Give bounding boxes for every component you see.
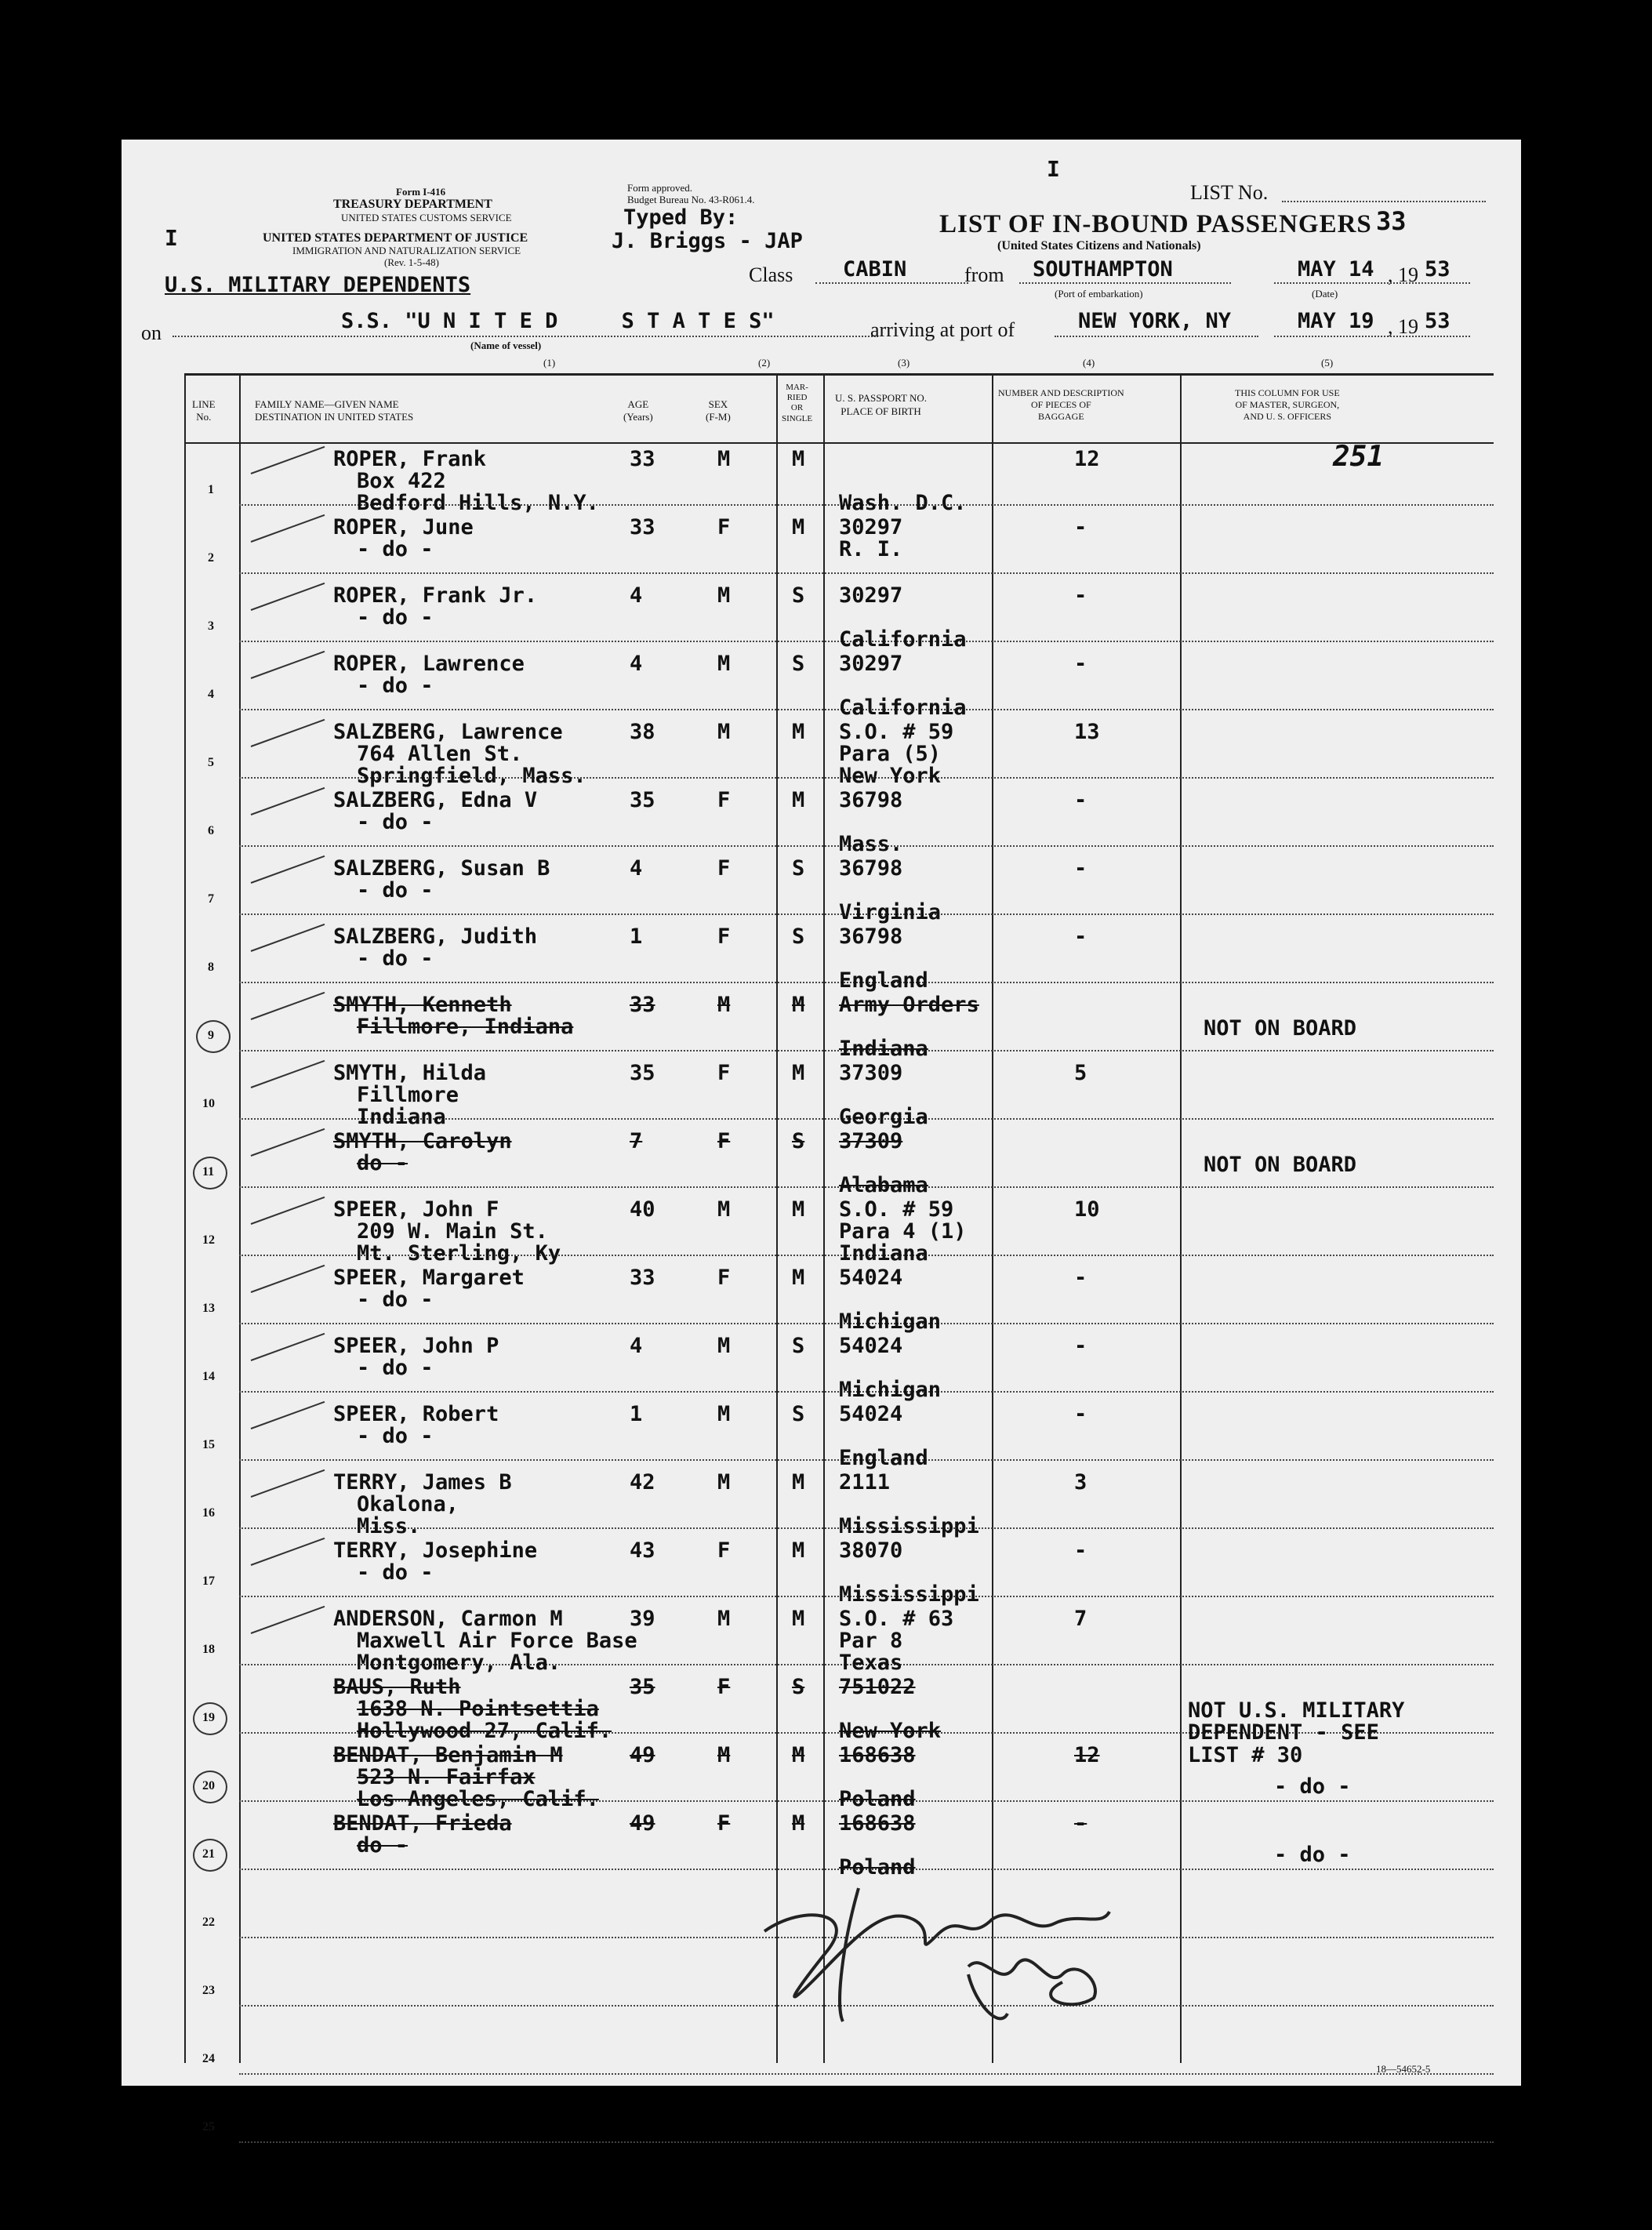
destination-line: 209 W. Main St. <box>357 1219 548 1244</box>
passenger-age: 35 <box>630 1061 655 1085</box>
line-number: 18 <box>202 1643 215 1656</box>
passport-line: Poland <box>839 1855 916 1880</box>
passport-line: England <box>839 1446 928 1470</box>
marital-status: M <box>792 447 805 471</box>
form-revision: (Rev. 1-5-48) <box>384 256 439 268</box>
passport-line: 54024 <box>839 1334 903 1358</box>
destination-line: Okalona, <box>357 1492 459 1516</box>
from-label: from <box>964 263 1004 286</box>
circle-mark <box>193 1771 227 1803</box>
marital-status: M <box>792 1197 805 1222</box>
baggage-count: - <box>1074 1538 1087 1563</box>
line-number: 9 <box>208 1029 214 1042</box>
line-number: 5 <box>208 756 214 769</box>
passenger-age: 1 <box>630 1402 643 1426</box>
footer-code: 18—54652-5 <box>1376 2063 1431 2075</box>
passenger-sex: M <box>717 1607 731 1631</box>
baggage-count: - <box>1074 788 1087 812</box>
baggage-count: - <box>1074 1266 1087 1290</box>
line-number: 19 <box>202 1711 215 1724</box>
passenger-sex: F <box>717 1061 731 1085</box>
passenger-sex: M <box>717 1470 731 1495</box>
line-number: 1 <box>208 483 214 496</box>
passenger-age: 33 <box>630 447 655 471</box>
destination-line: Box 422 <box>357 469 446 493</box>
justice-dept: UNITED STATES DEPARTMENT OF JUSTICE <box>263 231 528 245</box>
check-mark <box>251 514 325 543</box>
line-number: 20 <box>202 1779 215 1792</box>
embark-port: SOUTHAMPTON <box>1033 257 1173 281</box>
line-number: 10 <box>202 1097 215 1110</box>
passport-line: Wash. D.C. <box>839 491 967 515</box>
check-mark <box>251 1538 325 1566</box>
line-number: 16 <box>202 1506 215 1520</box>
passenger-sex: F <box>717 1538 731 1563</box>
ins-service: IMMIGRATION AND NATURALIZATION SERVICE <box>292 245 521 256</box>
baggage-count: 12 <box>1074 1743 1100 1767</box>
passport-line: 30297 <box>839 515 903 539</box>
baggage-count: - <box>1074 1334 1087 1358</box>
check-mark <box>251 1401 325 1429</box>
passport-line: Para (5) <box>839 742 942 766</box>
passport-line: California <box>839 627 967 652</box>
passport-line: New York <box>839 764 942 788</box>
baggage-count: - <box>1074 515 1087 539</box>
header-name: FAMILY NAME—GIVEN NAME DESTINATION IN UNITED STATES <box>255 398 414 423</box>
passport-line: Georgia <box>839 1105 928 1129</box>
class-value: CABIN <box>843 257 907 281</box>
passenger-name: BAUS, Ruth <box>333 1675 461 1699</box>
destination-line: - do - <box>357 878 434 903</box>
passport-line: 2111 <box>839 1470 891 1495</box>
signature-icon <box>733 1857 1172 2037</box>
check-mark <box>251 446 325 474</box>
passport-line: Mass. <box>839 832 903 856</box>
passport-line: Poland <box>839 1787 916 1811</box>
destination-line: Maxwell Air Force Base <box>357 1629 637 1653</box>
list-no-label: LIST No. <box>1190 181 1269 204</box>
baggage-count: 7 <box>1074 1607 1087 1631</box>
passenger-name: SALZBERG, Lawrence <box>333 720 563 744</box>
budget-bureau: Budget Bureau No. 43-R061.4. <box>627 194 755 205</box>
passenger-sex: M <box>717 993 731 1017</box>
passport-line: Para 4 (1) <box>839 1219 967 1244</box>
marital-status: M <box>792 993 805 1017</box>
list-number: 33 <box>1376 206 1407 236</box>
passenger-name: SALZBERG, Judith <box>333 924 538 949</box>
baggage-count: - <box>1074 583 1087 608</box>
passenger-age: 4 <box>630 652 643 676</box>
baggage-count: - <box>1074 1811 1087 1836</box>
officer-note: NOT U.S. MILITARY DEPENDENT - SEE LIST # 30 <box>1188 1698 1405 1767</box>
passenger-sex: F <box>717 1811 731 1836</box>
destination-line: Fillmore <box>357 1083 459 1107</box>
check-mark <box>251 1060 325 1088</box>
passenger-sex: M <box>717 1334 731 1358</box>
passport-line: Par 8 <box>839 1629 903 1653</box>
passenger-age: 42 <box>630 1470 655 1495</box>
destination-line: Hollywood 27, Calif. <box>357 1719 612 1743</box>
marital-status: M <box>792 720 805 744</box>
treasury-dept: TREASURY DEPARTMENT <box>333 198 492 211</box>
destination-line: Bedford Hills, N.Y. <box>357 491 599 515</box>
marital-status: S <box>792 1334 805 1358</box>
passport-line: 37309 <box>839 1129 903 1153</box>
check-mark <box>251 1128 325 1157</box>
handwritten-number: 251 <box>1333 441 1385 473</box>
manifest-page <box>122 140 1521 2134</box>
passenger-age: 35 <box>630 788 655 812</box>
passenger-age: 38 <box>630 720 655 744</box>
passenger-sex: M <box>717 652 731 676</box>
col-num-4: (4) <box>1083 357 1095 369</box>
marital-status: S <box>792 583 805 608</box>
check-mark <box>251 787 325 815</box>
depart-year-prefix: , 19 <box>1388 263 1418 286</box>
officer-note: NOT ON BOARD <box>1204 1153 1357 1177</box>
check-mark <box>251 1197 325 1225</box>
passenger-age: 4 <box>630 1334 643 1358</box>
line-number: 24 <box>202 2052 215 2065</box>
passport-line: 36798 <box>839 856 903 881</box>
passenger-sex: F <box>717 1675 731 1699</box>
destination-line: Fillmore, Indiana <box>357 1015 574 1039</box>
passenger-age: 33 <box>630 515 655 539</box>
header-age: AGE (Years) <box>623 398 653 423</box>
marital-status: M <box>792 788 805 812</box>
passenger-name: SMYTH, Kenneth <box>333 993 512 1017</box>
check-mark <box>251 1469 325 1498</box>
line-number: 6 <box>208 824 214 837</box>
passport-line: Indiana <box>839 1037 928 1061</box>
baggage-count: 13 <box>1074 720 1100 744</box>
col-num-5: (5) <box>1321 357 1334 369</box>
passenger-age: 49 <box>630 1811 655 1836</box>
passport-line: New York <box>839 1719 942 1743</box>
passenger-sex: F <box>717 1129 731 1153</box>
line-number: 8 <box>208 961 214 974</box>
passport-line: 751022 <box>839 1675 916 1699</box>
check-mark <box>251 1265 325 1293</box>
marital-status: M <box>792 515 805 539</box>
arrival-port: NEW YORK, NY <box>1078 309 1232 333</box>
destination-line: - do - <box>357 1288 434 1312</box>
line-number: 13 <box>202 1302 215 1315</box>
line-number: 11 <box>202 1165 215 1179</box>
vessel-name: S.S. "U N I T E D S T A T E S" <box>341 309 775 333</box>
line-number: 7 <box>208 892 214 906</box>
destination-line: do - <box>357 1833 408 1858</box>
manifest-title: LIST OF IN-BOUND PASSENGERS <box>939 210 1372 238</box>
passenger-name: SPEER, Robert <box>333 1402 499 1426</box>
check-mark <box>251 924 325 952</box>
passport-line: 30297 <box>839 583 903 608</box>
line-number: 25 <box>202 2120 215 2134</box>
circle-mark <box>193 1157 227 1189</box>
destination-line: - do - <box>357 1356 434 1380</box>
passenger-name: ROPER, Lawrence <box>333 652 525 676</box>
header-line-no: LINE No. <box>192 398 216 423</box>
check-mark <box>251 1606 325 1634</box>
circle-mark <box>193 1702 227 1735</box>
passport-line: 36798 <box>839 788 903 812</box>
passenger-name: SMYTH, Hilda <box>333 1061 487 1085</box>
marital-status: S <box>792 856 805 881</box>
baggage-count: - <box>1074 1402 1087 1426</box>
marital-status: S <box>792 1402 805 1426</box>
destination-line: 1638 N. Pointsettia <box>357 1697 599 1721</box>
passenger-name: TERRY, James B <box>333 1470 512 1495</box>
line-number: 4 <box>208 688 214 701</box>
passport-line: Mississippi <box>839 1514 979 1538</box>
passenger-sex: M <box>717 1743 731 1767</box>
passport-line: S.O. # 59 <box>839 720 954 744</box>
typed-by-name: J. Briggs - JAP <box>612 229 803 253</box>
baggage-count: 12 <box>1074 447 1100 471</box>
arriving-label: arriving at port of <box>870 318 1015 341</box>
typed-by-label: Typed By: <box>623 205 739 230</box>
col-num-1: (1) <box>543 357 556 369</box>
marital-status: S <box>792 1129 805 1153</box>
circle-mark <box>193 1839 227 1872</box>
destination-line: Springfield, Mass. <box>357 764 586 788</box>
passenger-age: 33 <box>630 1266 655 1290</box>
passport-line: Virginia <box>839 900 942 924</box>
passport-line: Texas <box>839 1651 903 1675</box>
passenger-name: ROPER, Frank <box>333 447 487 471</box>
passenger-age: 4 <box>630 583 643 608</box>
baggage-count: - <box>1074 652 1087 676</box>
passenger-name: BENDAT, Benjamin M <box>333 1743 563 1767</box>
destination-line: 523 N. Fairfax <box>357 1765 536 1789</box>
passport-line: Indiana <box>839 1241 928 1266</box>
passenger-sex: F <box>717 924 731 949</box>
baggage-count: - <box>1074 924 1087 949</box>
passport-line: S.O. # 59 <box>839 1197 954 1222</box>
destination-line: - do - <box>357 674 434 698</box>
col-num-2: (2) <box>758 357 771 369</box>
marital-status: S <box>792 652 805 676</box>
line-number: 3 <box>208 619 214 633</box>
destination-line: Miss. <box>357 1514 421 1538</box>
destination-line: 764 Allen St. <box>357 742 523 766</box>
destination-line: Indiana <box>357 1105 446 1129</box>
passenger-sex: M <box>717 1402 731 1426</box>
passenger-name: ROPER, Frank Jr. <box>333 583 538 608</box>
form-approved: Form approved. <box>627 182 693 194</box>
baggage-count: 3 <box>1074 1470 1087 1495</box>
destination-line: - do - <box>357 1560 434 1585</box>
passenger-age: 1 <box>630 924 643 949</box>
destination-line: - do - <box>357 946 434 971</box>
arrival-year: 53 <box>1425 309 1450 333</box>
officer-note: - do - <box>1274 1843 1351 1867</box>
passenger-sex: F <box>717 788 731 812</box>
manifest-subtitle: (United States Citizens and Nationals) <box>997 239 1201 252</box>
passport-line: England <box>839 968 928 993</box>
line-number: 14 <box>202 1370 215 1383</box>
officer-note: NOT ON BOARD <box>1204 1016 1357 1041</box>
line-number: 23 <box>202 1984 215 1997</box>
passenger-sex: F <box>717 515 731 539</box>
roman-numeral-top: I <box>1047 156 1060 182</box>
header-passport: U. S. PASSPORT NO. PLACE OF BIRTH <box>835 392 927 417</box>
roman-numeral-left: I <box>165 225 178 251</box>
passenger-name: SMYTH, Carolyn <box>333 1129 512 1153</box>
destination-line: - do - <box>357 810 434 834</box>
passenger-sex: M <box>717 720 731 744</box>
passenger-age: 40 <box>630 1197 655 1222</box>
destination-line: - do - <box>357 1424 434 1448</box>
check-mark <box>251 855 325 884</box>
passenger-age: 35 <box>630 1675 655 1699</box>
passport-line: 38070 <box>839 1538 903 1563</box>
passenger-age: 4 <box>630 856 643 881</box>
passenger-name: ROPER, June <box>333 515 474 539</box>
customs-service: UNITED STATES CUSTOMS SERVICE <box>341 212 512 223</box>
passport-line: R. I. <box>839 537 903 561</box>
destination-line: Mt. Sterling, Ky <box>357 1241 561 1266</box>
officer-note: - do - <box>1274 1774 1351 1799</box>
line-number: 2 <box>208 551 214 565</box>
col-num-3: (3) <box>898 357 910 369</box>
passport-line: S.O. # 63 <box>839 1607 954 1631</box>
header-married: MAR- RIED OR SINGLE <box>782 383 813 423</box>
destination-line: - do - <box>357 605 434 630</box>
passport-line: Michigan <box>839 1309 942 1334</box>
passenger-age: 43 <box>630 1538 655 1563</box>
passport-line: 168638 <box>839 1743 916 1767</box>
passenger-sex: M <box>717 447 731 471</box>
destination-line: do - <box>357 1151 408 1175</box>
depart-year: 53 <box>1425 257 1450 281</box>
marital-status: M <box>792 1061 805 1085</box>
class-label: Class <box>749 263 793 286</box>
form-number: Form I-416 <box>396 186 446 198</box>
vessel-label: (Name of vessel) <box>470 340 542 351</box>
passport-line: Army Orders <box>839 993 979 1017</box>
line-number: 15 <box>202 1438 215 1451</box>
marital-status: M <box>792 1743 805 1767</box>
passport-line: 54024 <box>839 1402 903 1426</box>
check-mark <box>251 992 325 1020</box>
check-mark <box>251 719 325 747</box>
line-number: 21 <box>202 1847 215 1861</box>
check-mark <box>251 1333 325 1361</box>
baggage-count: 5 <box>1074 1061 1087 1085</box>
passenger-age: 49 <box>630 1743 655 1767</box>
passenger-age: 39 <box>630 1607 655 1631</box>
passport-line: 30297 <box>839 652 903 676</box>
marital-status: S <box>792 924 805 949</box>
passport-line: Alabama <box>839 1173 928 1197</box>
marital-status: S <box>792 1675 805 1699</box>
on-label: on <box>141 321 162 344</box>
passenger-sex: F <box>717 1266 731 1290</box>
check-mark <box>251 583 325 611</box>
date-label: (Date) <box>1312 288 1338 300</box>
header-officers: THIS COLUMN FOR USE OF MASTER, SURGEON, AND U. S. OFFICERS <box>1235 387 1340 422</box>
passenger-name: SALZBERG, Edna V <box>333 788 538 812</box>
circle-mark <box>196 1020 231 1053</box>
arrival-year-prefix: , 19 <box>1388 315 1418 338</box>
passport-line: Mississippi <box>839 1582 979 1607</box>
passport-line: 54024 <box>839 1266 903 1290</box>
passenger-name: BENDAT, Frieda <box>333 1811 512 1836</box>
marital-status: M <box>792 1607 805 1631</box>
line-number: 12 <box>202 1233 215 1247</box>
destination-line: Montgomery, Ala. <box>357 1651 561 1675</box>
passport-line: Michigan <box>839 1378 942 1402</box>
category-heading: U.S. MILITARY DEPENDENTS <box>165 273 471 297</box>
header-sex: SEX (F-M) <box>706 398 731 423</box>
passenger-age: 7 <box>630 1129 643 1153</box>
marital-status: M <box>792 1470 805 1495</box>
line-number: 17 <box>202 1574 215 1588</box>
marital-status: M <box>792 1266 805 1290</box>
destination-line: - do - <box>357 537 434 561</box>
baggage-count: 10 <box>1074 1197 1100 1222</box>
marital-status: M <box>792 1811 805 1836</box>
line-number: 22 <box>202 1916 215 1929</box>
header-baggage: NUMBER AND DESCRIPTION OF PIECES OF BAGGAGE <box>998 387 1124 422</box>
passport-line: California <box>839 696 967 720</box>
passenger-name: TERRY, Josephine <box>333 1538 538 1563</box>
passenger-name: SALZBERG, Susan B <box>333 856 550 881</box>
baggage-count: - <box>1074 856 1087 881</box>
passenger-name: ANDERSON, Carmon M <box>333 1607 563 1631</box>
destination-line: Los Angeles, Calif. <box>357 1787 599 1811</box>
passenger-sex: M <box>717 583 731 608</box>
passenger-name: SPEER, Margaret <box>333 1266 525 1290</box>
passenger-sex: F <box>717 856 731 881</box>
passenger-name: SPEER, John F <box>333 1197 499 1222</box>
embark-label: (Port of embarkation) <box>1055 288 1143 300</box>
passport-line: 36798 <box>839 924 903 949</box>
passenger-sex: M <box>717 1197 731 1222</box>
passenger-name: SPEER, John P <box>333 1334 499 1358</box>
passport-line: 37309 <box>839 1061 903 1085</box>
depart-date: MAY 14 <box>1298 257 1374 281</box>
arrival-date: MAY 19 <box>1298 309 1374 333</box>
passport-line: 168638 <box>839 1811 916 1836</box>
passenger-age: 33 <box>630 993 655 1017</box>
marital-status: M <box>792 1538 805 1563</box>
check-mark <box>251 651 325 679</box>
